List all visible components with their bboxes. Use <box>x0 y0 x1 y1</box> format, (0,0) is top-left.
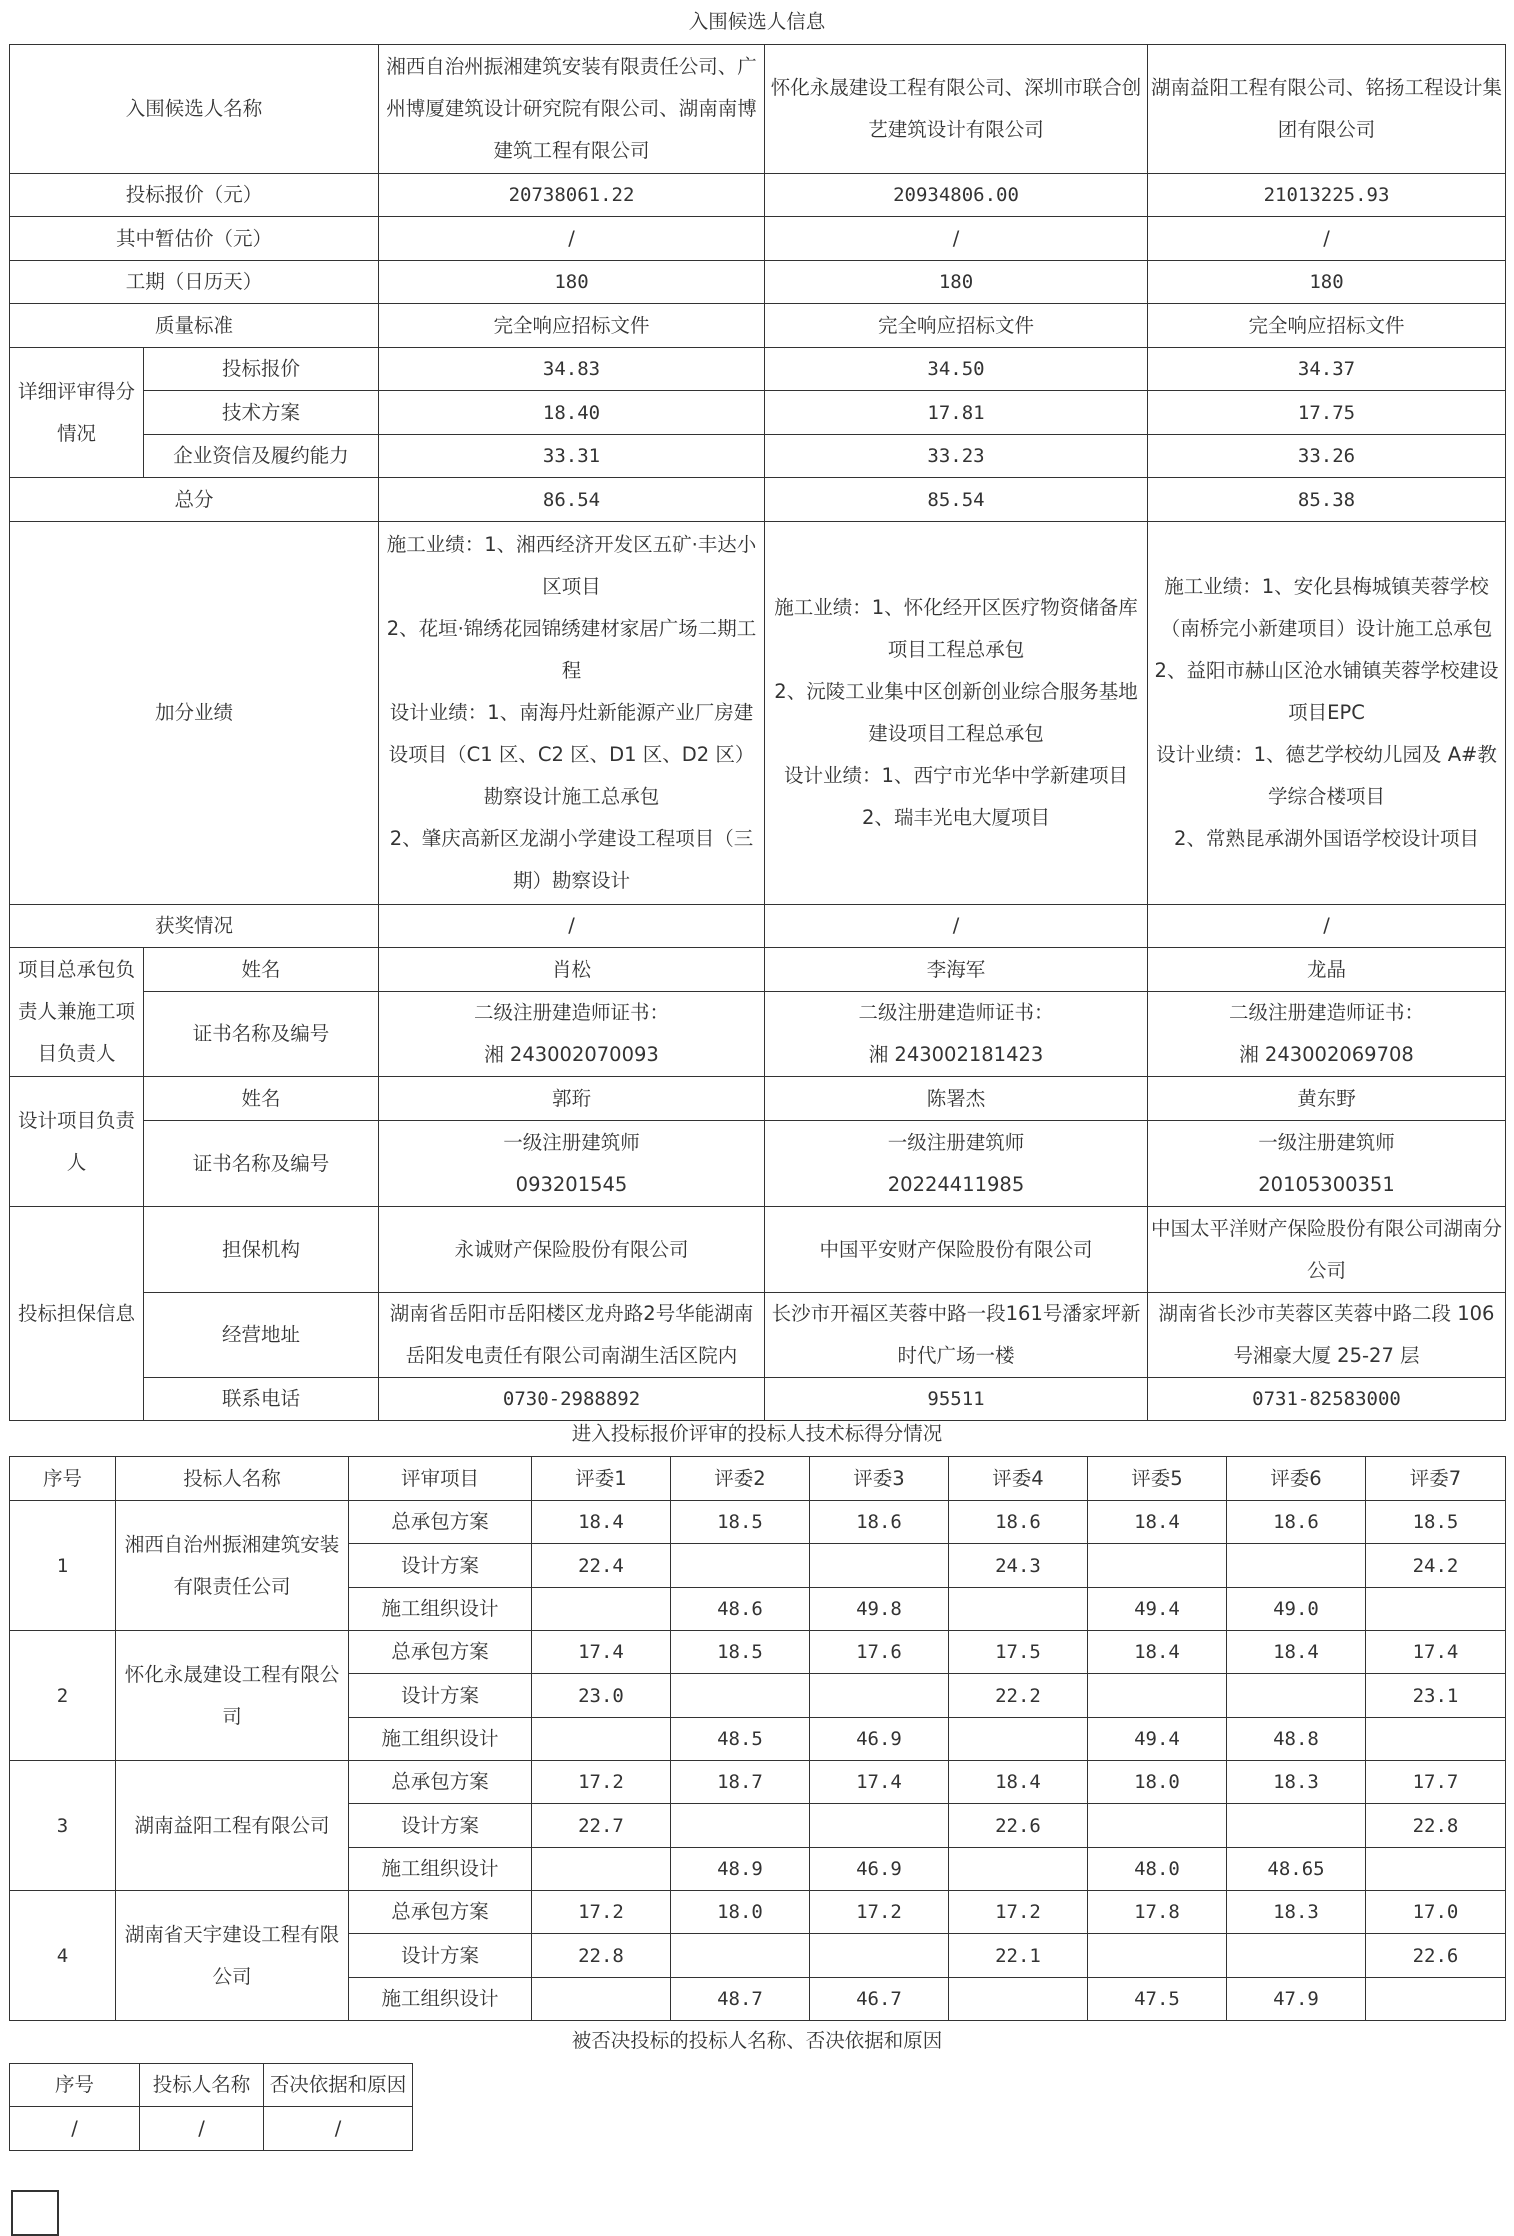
judge-score: 48.6 <box>671 1588 810 1631</box>
judge-score: 17.8 <box>1088 1891 1227 1934</box>
provisional-label: 其中暂估价（元） <box>10 217 379 261</box>
judge-score: 49.8 <box>810 1588 949 1631</box>
judge-score: 17.4 <box>1366 1631 1506 1674</box>
judge-score <box>1366 1588 1506 1631</box>
judge-score: 22.7 <box>532 1804 671 1848</box>
dm-cert-title: 一级注册建筑师 <box>503 1130 640 1154</box>
judge-score: 18.3 <box>1227 1761 1366 1804</box>
judge-score: 17.2 <box>810 1891 949 1934</box>
judge-score <box>1366 1978 1506 2021</box>
bonus-3-line: 2、益阳市赫山区沧水铺镇芙蓉学校建设项目EPC <box>1154 659 1499 724</box>
pm-name-1: 肖松 <box>379 948 765 992</box>
judge-score: 18.6 <box>1227 1501 1366 1544</box>
review-item: 设计方案 <box>349 1934 532 1978</box>
judge-score <box>1088 1934 1227 1978</box>
judge-score: 17.4 <box>810 1761 949 1804</box>
judge-score: 18.4 <box>1227 1631 1366 1674</box>
judge-score <box>810 1544 949 1588</box>
provisional-row <box>10 217 1506 261</box>
phone-3: 0731-82583000 <box>1148 1378 1506 1421</box>
judge-score: 18.5 <box>671 1501 810 1544</box>
guarantor-1: 永诚财产保险股份有限公司 <box>379 1207 765 1293</box>
col-header: 评委2 <box>671 1457 810 1501</box>
col-header: 评委3 <box>810 1457 949 1501</box>
judge-score: 18.7 <box>671 1761 810 1804</box>
quality-label: 质量标准 <box>10 304 379 348</box>
judge-score <box>810 1934 949 1978</box>
col-header: 评委4 <box>949 1457 1088 1501</box>
dm-cert-label: 证书名称及编号 <box>144 1121 379 1207</box>
judge-score <box>532 1718 671 1761</box>
review-item: 总承包方案 <box>349 1891 532 1934</box>
col-header: 评委5 <box>1088 1457 1227 1501</box>
dm-name-2: 陈署杰 <box>765 1077 1148 1121</box>
dm-group-label: 设计项目负责人 <box>10 1077 144 1207</box>
review-item: 施工组织设计 <box>349 1588 532 1631</box>
bonus-2-line: 施工业绩：1、怀化经开区医疗物资储备库项目工程总承包 <box>774 596 1138 661</box>
score-credit-1: 33.31 <box>379 435 765 478</box>
checkbox[interactable] <box>11 2190 59 2236</box>
judge-score <box>949 1588 1088 1631</box>
dm-cert-1 <box>379 1121 765 1207</box>
judge-score: 22.6 <box>1366 1934 1506 1978</box>
candidate-names-label: 入围候选人名称 <box>10 45 379 174</box>
bid-price-2: 20934806.00 <box>765 174 1148 217</box>
judge-score <box>1088 1674 1227 1718</box>
phone-row <box>10 1378 1506 1421</box>
bonus-1 <box>379 522 765 905</box>
judge-score <box>532 1588 671 1631</box>
judge-score: 24.3 <box>949 1544 1088 1588</box>
quality-row <box>10 304 1506 348</box>
table-row <box>10 1761 1506 1804</box>
judge-score <box>949 1718 1088 1761</box>
judge-score: 17.7 <box>1366 1761 1506 1804</box>
bidder-name: 湖南省天宇建设工程有限公司 <box>116 1891 349 2021</box>
bonus-2-line: 设计业绩：1、西宁市光华中学新建项目 <box>784 764 1128 787</box>
judge-score: 18.4 <box>1088 1631 1227 1674</box>
judge-score: 18.6 <box>949 1501 1088 1544</box>
col-header: 投标人名称 <box>140 2064 264 2107</box>
col-header: 评审项目 <box>349 1457 532 1501</box>
score-tech-2: 17.81 <box>765 391 1148 435</box>
judge-score: 18.0 <box>1088 1761 1227 1804</box>
address-label: 经营地址 <box>144 1293 379 1378</box>
judge-score: 22.8 <box>1366 1804 1506 1848</box>
bonus-1-line: 施工业绩：1、湘西经济开发区五矿·丰达小区项目 <box>386 533 757 598</box>
rejected-header-row <box>10 2064 413 2107</box>
total-3: 85.38 <box>1148 478 1506 522</box>
quality-3: 完全响应招标文件 <box>1148 304 1506 348</box>
judge-score: 22.2 <box>949 1674 1088 1718</box>
review-item: 设计方案 <box>349 1674 532 1718</box>
judge-score: 47.5 <box>1088 1978 1227 2021</box>
judge-score: 48.65 <box>1227 1848 1366 1891</box>
judge-score: 48.5 <box>671 1718 810 1761</box>
pm-cert-1 <box>379 992 765 1077</box>
bidder-name: 怀化永晟建设工程有限公司 <box>116 1631 349 1761</box>
bid-price-3: 21013225.93 <box>1148 174 1506 217</box>
pm-cert-no: 湘 243002181423 <box>868 1043 1044 1066</box>
judge-score: 17.4 <box>532 1631 671 1674</box>
bidder-number: 4 <box>10 1891 116 2021</box>
total-label: 总分 <box>10 478 379 522</box>
judge-score <box>949 1848 1088 1891</box>
dm-cert-title: 一级注册建筑师 <box>1258 1130 1395 1154</box>
phone-2: 95511 <box>765 1378 1148 1421</box>
judge-score <box>532 1848 671 1891</box>
bidder-number: 3 <box>10 1761 116 1891</box>
score-credit-3: 33.26 <box>1148 435 1506 478</box>
bid-price-1: 20738061.22 <box>379 174 765 217</box>
duration-label: 工期（日历天） <box>10 261 379 304</box>
judge-score <box>1366 1848 1506 1891</box>
judge-score: 17.2 <box>532 1891 671 1934</box>
provisional-3: / <box>1148 217 1506 261</box>
table-cell: / <box>140 2107 264 2151</box>
review-item: 设计方案 <box>349 1544 532 1588</box>
pm-name-label: 姓名 <box>144 948 379 992</box>
judge-score: 22.4 <box>532 1544 671 1588</box>
bonus-label: 加分业绩 <box>10 522 379 905</box>
judge-score <box>1088 1544 1227 1588</box>
judge-score <box>532 1978 671 2021</box>
tech-header-row <box>10 1457 1506 1501</box>
pm-cert-title: 二级注册建造师证书： <box>858 1001 1054 1024</box>
judge-score: 46.9 <box>810 1718 949 1761</box>
judge-score: 48.7 <box>671 1978 810 2021</box>
bidder-name: 湖南益阳工程有限公司 <box>116 1761 349 1891</box>
review-item: 设计方案 <box>349 1804 532 1848</box>
judge-score: 23.1 <box>1366 1674 1506 1718</box>
score-label-price: 投标报价 <box>144 348 379 391</box>
candidates-title: 入围候选人信息 <box>688 10 826 33</box>
pm-cert-label: 证书名称及编号 <box>144 992 379 1077</box>
duration-1: 180 <box>379 261 765 304</box>
provisional-1: / <box>379 217 765 261</box>
judge-score: 22.6 <box>949 1804 1088 1848</box>
pm-name-row <box>10 948 1506 992</box>
address-row <box>10 1293 1506 1378</box>
judge-score: 22.8 <box>532 1934 671 1978</box>
judge-score: 18.6 <box>810 1501 949 1544</box>
pm-name-2: 李海军 <box>765 948 1148 992</box>
bonus-1-line: 2、肇庆高新区龙湖小学建设工程项目（三期）勘察设计 <box>389 827 754 892</box>
judge-score: 18.4 <box>532 1501 671 1544</box>
bonus-3 <box>1148 522 1506 905</box>
pm-cert-3 <box>1148 992 1506 1077</box>
provisional-2: / <box>765 217 1148 261</box>
judge-score: 17.6 <box>810 1631 949 1674</box>
judge-score: 17.2 <box>532 1761 671 1804</box>
bonus-1-line: 设计业绩：1、南海丹灶新能源产业厂房建设项目（C1 区、C2 区、D1 区、D2 区）勘察设计施工总承包 <box>388 701 755 808</box>
guarantee-group-label: 投标担保信息 <box>10 1207 144 1421</box>
candidate-name-2: 怀化永晟建设工程有限公司、深圳市联合创艺建筑设计有限公司 <box>765 45 1148 174</box>
table-row <box>10 1631 1506 1674</box>
review-item: 施工组织设计 <box>349 1848 532 1891</box>
phone-1: 0730-2988892 <box>379 1378 765 1421</box>
bonus-3-line: 2、常熟昆承湖外国语学校设计项目 <box>1174 827 1479 850</box>
tech-scores-title: 进入投标报价评审的投标人技术标得分情况 <box>571 1422 943 1445</box>
judge-score: 47.9 <box>1227 1978 1366 2021</box>
score-tech-3: 17.75 <box>1148 391 1506 435</box>
bidder-number: 1 <box>10 1501 116 1631</box>
award-1: / <box>379 905 765 948</box>
duration-row <box>10 261 1506 304</box>
award-2: / <box>765 905 1148 948</box>
judge-score: 18.3 <box>1227 1891 1366 1934</box>
judge-score <box>1366 1718 1506 1761</box>
score-price-3: 34.37 <box>1148 348 1506 391</box>
judge-score <box>1227 1674 1366 1718</box>
judge-score: 23.0 <box>532 1674 671 1718</box>
dm-cert-no: 093201545 <box>515 1172 628 1196</box>
score-price-1: 34.83 <box>379 348 765 391</box>
judge-score <box>1227 1804 1366 1848</box>
review-item: 总承包方案 <box>349 1501 532 1544</box>
phone-label: 联系电话 <box>144 1378 379 1421</box>
judge-score <box>671 1934 810 1978</box>
judge-score <box>810 1674 949 1718</box>
dm-name-3: 黄东野 <box>1148 1077 1506 1121</box>
judge-score: 17.2 <box>949 1891 1088 1934</box>
dm-cert-3 <box>1148 1121 1506 1207</box>
candidate-name-1: 湘西自治州振湘建筑安装有限责任公司、广州博厦建筑设计研究院有限公司、湖南南博建筑工程有限公司 <box>379 45 765 174</box>
judge-score: 49.4 <box>1088 1718 1227 1761</box>
table-row <box>10 2107 413 2151</box>
quality-2: 完全响应招标文件 <box>765 304 1148 348</box>
pm-cert-no: 湘 243002069708 <box>1239 1043 1414 1066</box>
bonus-2 <box>765 522 1148 905</box>
col-header: 评委1 <box>532 1457 671 1501</box>
bidder-name: 湘西自治州振湘建筑安装有限责任公司 <box>116 1501 349 1631</box>
bid-price-row <box>10 174 1506 217</box>
col-header: 序号 <box>10 1457 116 1501</box>
score-row-price <box>10 348 1506 391</box>
duration-3: 180 <box>1148 261 1506 304</box>
judge-score: 24.2 <box>1366 1544 1506 1588</box>
judge-score <box>949 1978 1088 2021</box>
dm-name-label: 姓名 <box>144 1077 379 1121</box>
dm-cert-no: 20224411985 <box>887 1172 1025 1196</box>
review-item: 施工组织设计 <box>349 1978 532 2021</box>
review-item: 总承包方案 <box>349 1761 532 1804</box>
score-row-tech <box>10 391 1506 435</box>
col-header: 序号 <box>10 2064 140 2107</box>
award-label: 获奖情况 <box>10 905 379 948</box>
score-label-credit: 企业资信及履约能力 <box>144 435 379 478</box>
pm-cert-title: 二级注册建造师证书： <box>1229 1001 1425 1024</box>
judge-score <box>671 1544 810 1588</box>
judge-score: 18.0 <box>671 1891 810 1934</box>
judge-score: 22.1 <box>949 1934 1088 1978</box>
table-cell: / <box>10 2107 140 2151</box>
score-row-credit <box>10 435 1506 478</box>
col-header: 否决依据和原因 <box>264 2064 413 2107</box>
tech-scores-body <box>10 1501 1506 2021</box>
guarantor-row <box>10 1207 1506 1293</box>
dm-cert-row <box>10 1121 1506 1207</box>
rejected-title: 被否决投标的投标人名称、否决依据和原因 <box>571 2029 943 2052</box>
bidder-number: 2 <box>10 1631 116 1761</box>
bonus-2-line: 2、瑞丰光电大厦项目 <box>862 806 1050 829</box>
judge-score: 18.5 <box>1366 1501 1506 1544</box>
col-header: 评委6 <box>1227 1457 1366 1501</box>
bonus-3-line: 施工业绩：1、安化县梅城镇芙蓉学校（南桥完小新建项目）设计施工总承包 <box>1160 575 1493 640</box>
pm-cert-row <box>10 992 1506 1077</box>
address-1: 湖南省岳阳市岳阳楼区龙舟路2号华能湖南岳阳发电责任有限公司南湖生活区院内 <box>379 1293 765 1378</box>
quality-1: 完全响应招标文件 <box>379 304 765 348</box>
rejected-table <box>9 2063 413 2151</box>
judge-score: 17.5 <box>949 1631 1088 1674</box>
guarantor-3: 中国太平洋财产保险股份有限公司湖南分公司 <box>1148 1207 1506 1293</box>
judge-score: 48.8 <box>1227 1718 1366 1761</box>
judge-score: 46.7 <box>810 1978 949 2021</box>
guarantor-2: 中国平安财产保险股份有限公司 <box>765 1207 1148 1293</box>
judge-score: 17.0 <box>1366 1891 1506 1934</box>
score-label-tech: 技术方案 <box>144 391 379 435</box>
judge-score: 18.5 <box>671 1631 810 1674</box>
award-row <box>10 905 1506 948</box>
score-credit-2: 33.23 <box>765 435 1148 478</box>
address-3: 湖南省长沙市芙蓉区芙蓉中路二段 106号湘豪大厦 25-27 层 <box>1148 1293 1506 1378</box>
judge-score: 48.0 <box>1088 1848 1227 1891</box>
bonus-1-line: 2、花垣·锦绣花园锦绣建材家居广场二期工程 <box>386 617 757 682</box>
guarantor-label: 担保机构 <box>144 1207 379 1293</box>
duration-2: 180 <box>765 261 1148 304</box>
judge-score: 49.4 <box>1088 1588 1227 1631</box>
dm-cert-no: 20105300351 <box>1258 1172 1395 1196</box>
candidates-table <box>9 44 1506 1421</box>
pm-cert-title: 二级注册建造师证书： <box>474 1001 670 1024</box>
judge-score: 46.9 <box>810 1848 949 1891</box>
pm-cert-no: 湘 243002070093 <box>484 1043 659 1066</box>
bonus-3-line: 设计业绩：1、德艺学校幼儿园及 A#教学综合楼项目 <box>1156 743 1497 808</box>
judge-score <box>1088 1804 1227 1848</box>
judge-score: 49.0 <box>1227 1588 1366 1631</box>
judge-score <box>1227 1934 1366 1978</box>
pm-group-label: 项目总承包负责人兼施工项目负责人 <box>10 948 144 1077</box>
pm-cert-2 <box>765 992 1148 1077</box>
dm-cert-2 <box>765 1121 1148 1207</box>
tech-scores-table <box>9 1456 1506 2021</box>
judge-score: 48.9 <box>671 1848 810 1891</box>
table-cell: / <box>264 2107 413 2151</box>
total-1: 86.54 <box>379 478 765 522</box>
table-row <box>10 1501 1506 1544</box>
judge-score <box>1227 1544 1366 1588</box>
col-header: 评委7 <box>1366 1457 1506 1501</box>
dm-name-1: 郭珩 <box>379 1077 765 1121</box>
table-row <box>10 1891 1506 1934</box>
judge-score <box>671 1804 810 1848</box>
candidate-names-row <box>10 45 1506 174</box>
address-2: 长沙市开福区芙蓉中路一段161号潘家坪新时代广场一楼 <box>765 1293 1148 1378</box>
bonus-row <box>10 522 1506 905</box>
score-tech-1: 18.40 <box>379 391 765 435</box>
bid-price-label: 投标报价（元） <box>10 174 379 217</box>
score-group-label: 详细评审得分情况 <box>10 348 144 478</box>
judge-score <box>671 1674 810 1718</box>
col-header: 投标人名称 <box>116 1457 349 1501</box>
review-item: 施工组织设计 <box>349 1718 532 1761</box>
award-3: / <box>1148 905 1506 948</box>
dm-cert-title: 一级注册建筑师 <box>887 1130 1025 1154</box>
bonus-2-line: 2、沅陵工业集中区创新创业综合服务基地建设项目工程总承包 <box>774 680 1138 745</box>
pm-name-3: 龙晶 <box>1148 948 1506 992</box>
candidate-name-3: 湖南益阳工程有限公司、铭扬工程设计集团有限公司 <box>1148 45 1506 174</box>
total-2: 85.54 <box>765 478 1148 522</box>
judge-score: 18.4 <box>949 1761 1088 1804</box>
review-item: 总承包方案 <box>349 1631 532 1674</box>
dm-name-row <box>10 1077 1506 1121</box>
total-row <box>10 478 1506 522</box>
judge-score <box>810 1804 949 1848</box>
judge-score: 18.4 <box>1088 1501 1227 1544</box>
score-price-2: 34.50 <box>765 348 1148 391</box>
